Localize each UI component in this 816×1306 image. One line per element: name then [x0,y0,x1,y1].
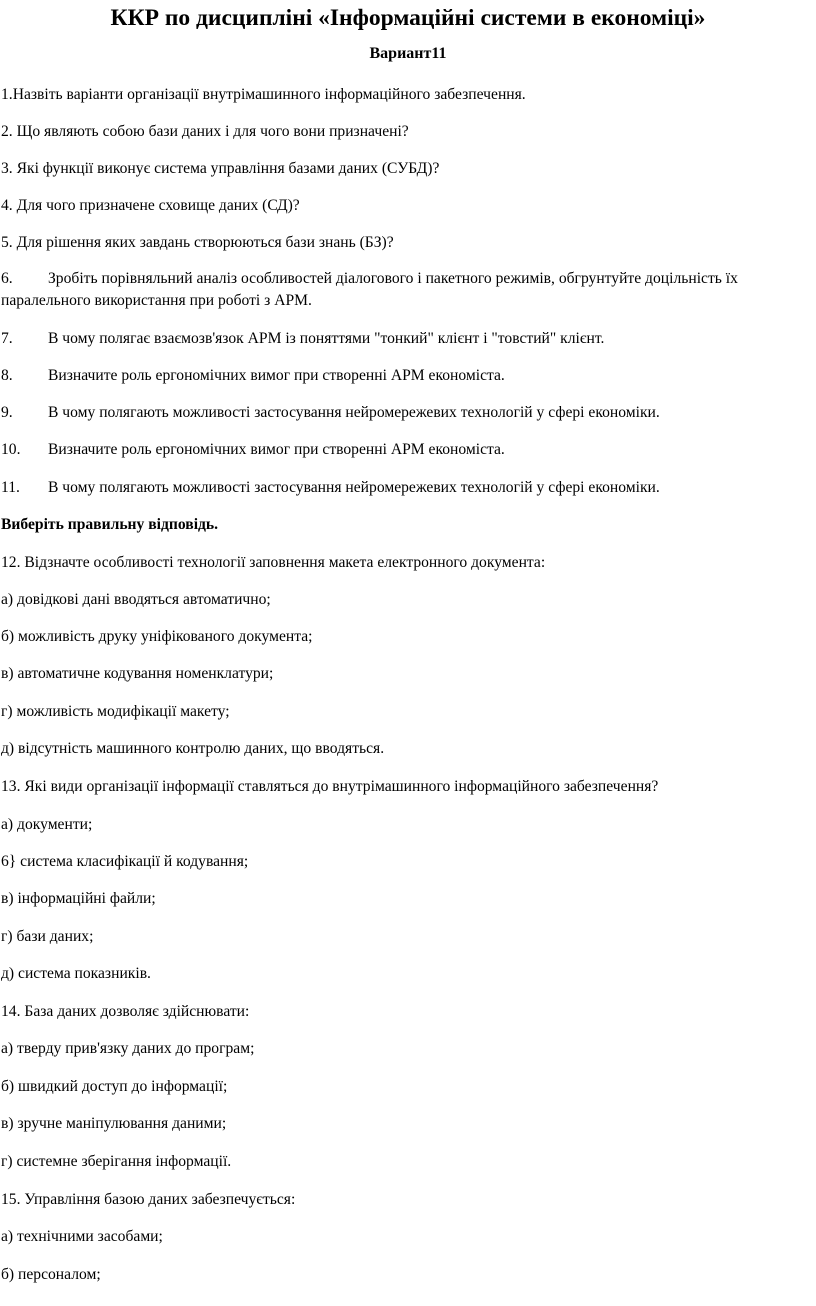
question-11 [1,477,815,499]
question-text: В чому полягає взаємозв'язок АРМ із поняттями "тонкий" клієнт і "товстий" клієнт. [48,330,605,347]
question-number: 9. [1,404,13,421]
answer-option: г) бази даних; [1,928,94,945]
question-number: 11. [1,479,20,496]
answer-option: а) документи; [1,816,93,833]
question-text: Зробіть порівняльний аналіз особливостей діалогового і пакетного режимів, обгрунтуйте доцільність їх паралельного використання при роботі з АРМ. [1,270,738,309]
answer-option: б) персоналом; [1,1266,101,1283]
test-question-15: 15. Управління базою даних забезпечується: [1,1191,296,1208]
question-1: 1.Назвіть варіанти організації внутрімашинного інформаційного забезпечення. [1,86,526,103]
question-text: В чому полягають можливості застосування нейромережевих технологій у сфері економіки. [48,479,660,496]
question-number: 7. [1,330,13,347]
answer-option: а) тверду прив'язку даних до програм; [1,1040,255,1057]
answer-option: а) технічними засобами; [1,1228,163,1245]
question-text: Визначите роль ергономічних вимог при створенні АРМ економіста. [48,367,505,384]
question-6 [1,268,815,312]
answer-option: б) швидкий доступ до інформації; [1,1078,228,1095]
question-3: 3. Які функції виконує система управління базами даних (СУБД)? [1,160,440,177]
answer-option: д) система показників. [1,965,151,982]
question-number: 10. [1,441,21,458]
question-5: 5. Для рішення яких завдань створюються бази знань (БЗ)? [1,234,394,251]
question-2: 2. Що являють собою бази даних і для чого вони призначені? [1,123,409,140]
question-4: 4. Для чого призначене сховище даних (СД)? [1,197,300,214]
answer-option: в) інформаційні файли; [1,890,156,907]
answer-option: б) можливість друку уніфікованого документа; [1,628,313,645]
question-9 [1,402,815,424]
question-10 [1,439,815,461]
test-question-14: 14. База даних дозволяє здійснювати: [1,1003,250,1020]
test-question-13: 13. Які види організації інформації ставляться до внутрімашинного інформаційного забезпечення? [1,778,659,795]
answer-option: 6} система класифікації й кодування; [1,853,249,870]
answer-option: а) довідкові дані вводяться автоматично; [1,591,271,608]
document-title: ККР по дисципліні «Інформаційні системи в економіці» [110,5,706,31]
section-heading: Виберіть правильну відповідь. [1,516,219,533]
question-text: В чому полягають можливості застосування нейромережевих технологій у сфері економіки. [48,404,660,421]
question-number: 8. [1,367,13,384]
question-number: 6. [1,270,13,287]
question-7 [1,328,815,350]
variant-label: Вариант11 [369,45,447,62]
answer-option: г) можливість модифікації макету; [1,703,230,720]
test-question-12: 12. Відзначте особливості технології заповнення макета електронного документа: [1,554,546,571]
answer-option: г) системне зберігання інформації. [1,1153,232,1170]
answer-option: д) відсутність машинного контролю даних, що вводяться. [1,740,385,757]
answer-option: в) автоматичне кодування номенклатури; [1,665,274,682]
answer-option: в) зручне маніпулювання даними; [1,1115,227,1132]
question-text: Визначите роль ергономічних вимог при створенні АРМ економіста. [48,441,505,458]
question-8 [1,365,815,387]
